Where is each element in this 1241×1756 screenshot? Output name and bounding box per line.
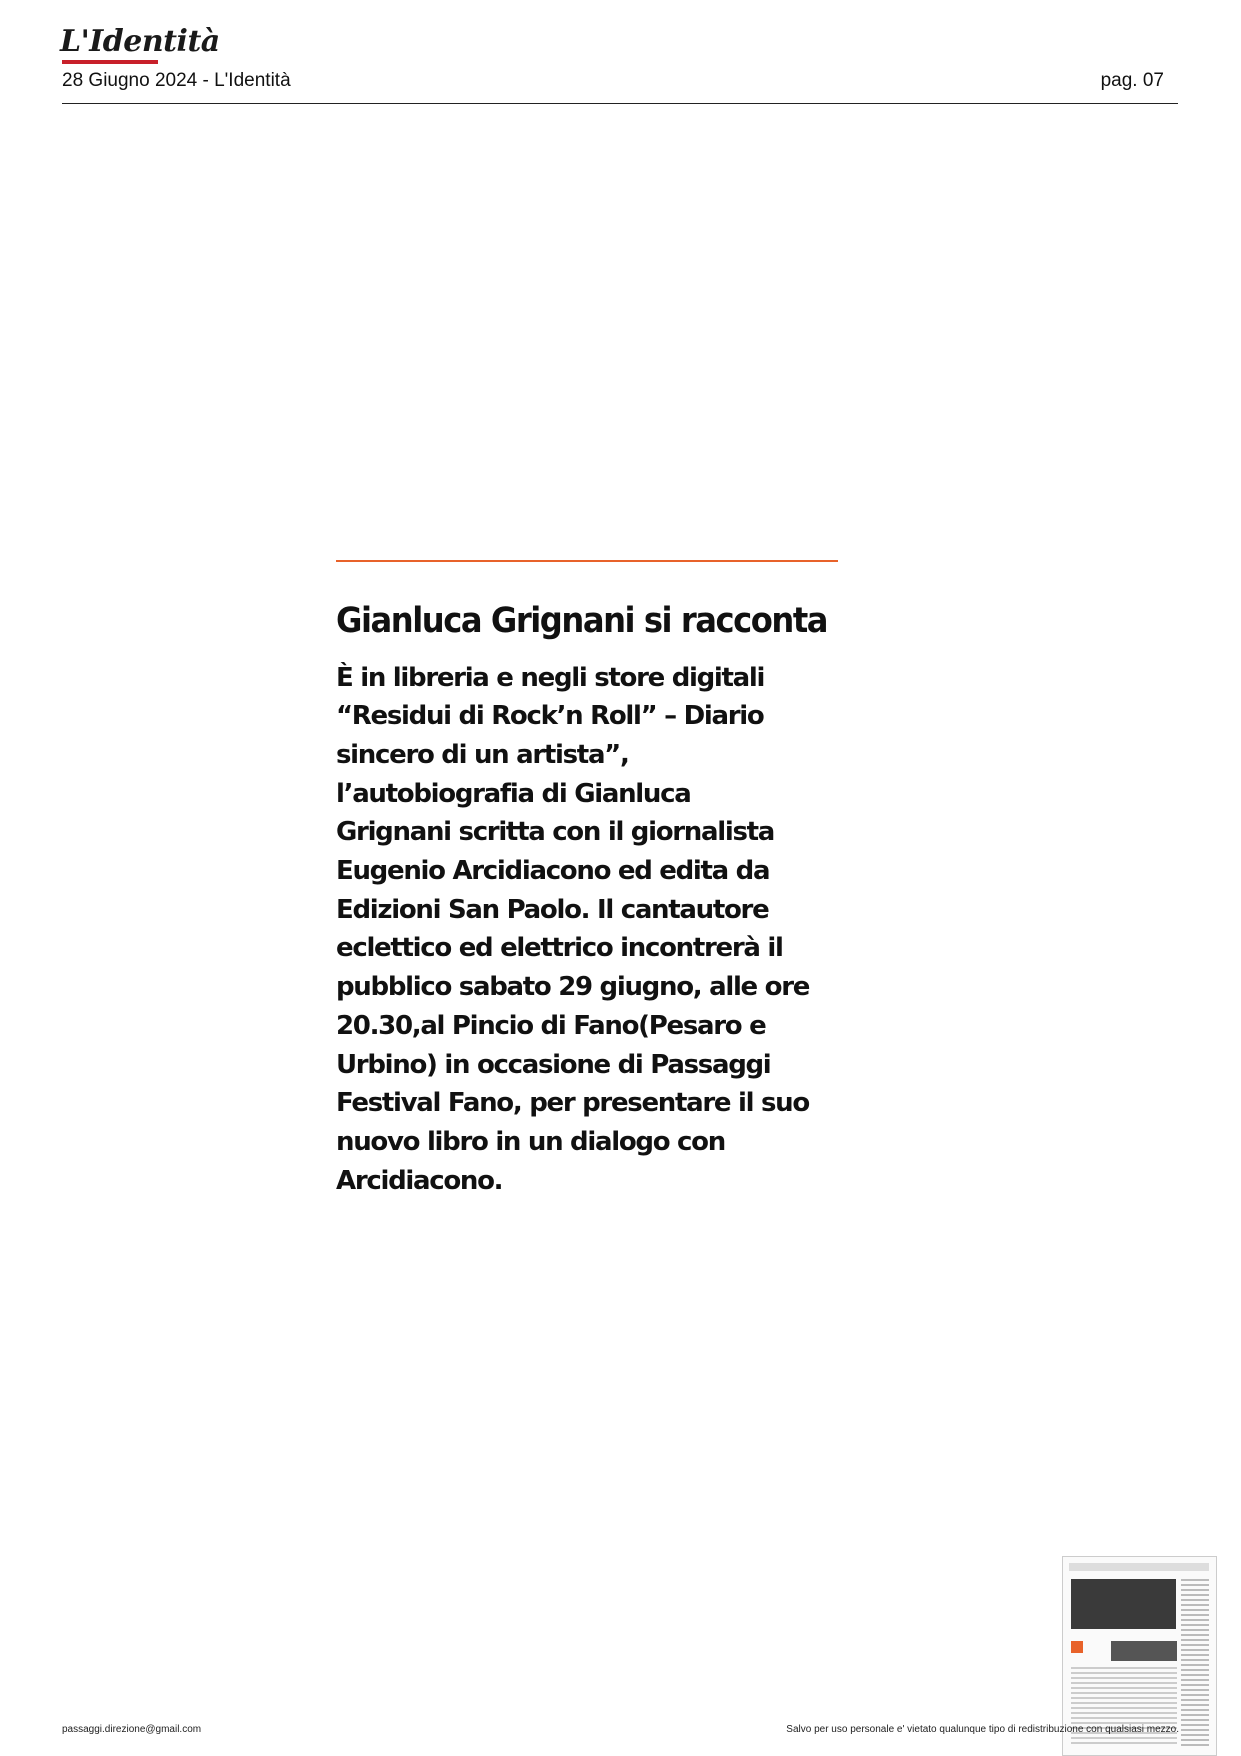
article-line: È in libreria e negli store digitali	[336, 662, 765, 693]
article-line: 20.30,al Pincio di Fano(Pesaro e	[336, 1010, 766, 1041]
article-clipping	[336, 560, 842, 1200]
article-line: Festival Fano, per presentare il suo	[336, 1088, 809, 1119]
thumbnail-photo	[1071, 1579, 1176, 1629]
article-line: l’autobiografia di Gianluca	[336, 778, 691, 809]
thumbnail-header	[1069, 1563, 1209, 1571]
article-line: Arcidiacono.	[336, 1165, 503, 1196]
logo-underline	[62, 60, 158, 64]
article-top-rule	[336, 560, 838, 562]
article-line: sincero di un artista”,	[336, 739, 629, 770]
article-line: “Residui di Rock’n Roll” – Diario	[336, 701, 764, 732]
article-line: Grignani scritta con il giornalista	[336, 817, 775, 848]
article-line: Eugenio Arcidiacono ed edita da	[336, 856, 770, 887]
article-headline: Gianluca Grignani si racconta	[336, 601, 828, 641]
article-line: Edizioni San Paolo. Il cantautore	[336, 894, 769, 925]
header-divider	[62, 103, 1178, 104]
thumbnail-title	[1111, 1641, 1177, 1661]
thumbnail-text	[1071, 1667, 1177, 1747]
article-line: pubblico sabato 29 giugno, alle ore	[336, 972, 810, 1003]
newspaper-logo: L'Identità	[60, 24, 220, 59]
article-line: eclettico ed elettrico incontrerà il	[336, 933, 783, 964]
article-body	[336, 659, 842, 1201]
thumbnail-column	[1181, 1579, 1209, 1747]
article-line: Urbino) in occasione di Passaggi	[336, 1049, 771, 1080]
footer-email: passaggi.direzione@gmail.com	[62, 1724, 202, 1735]
thumbnail-accent	[1071, 1641, 1083, 1653]
page-number: pag. 07	[1100, 70, 1164, 91]
article-line: nuovo libro in un dialogo con	[336, 1126, 725, 1157]
publication-date: 28 Giugno 2024 - L'Identità	[62, 70, 291, 91]
footer-notice: Salvo per uso personale e' vietato qualunque tipo di redistribuzione con qualsiasi mezzo.	[786, 1724, 1179, 1735]
